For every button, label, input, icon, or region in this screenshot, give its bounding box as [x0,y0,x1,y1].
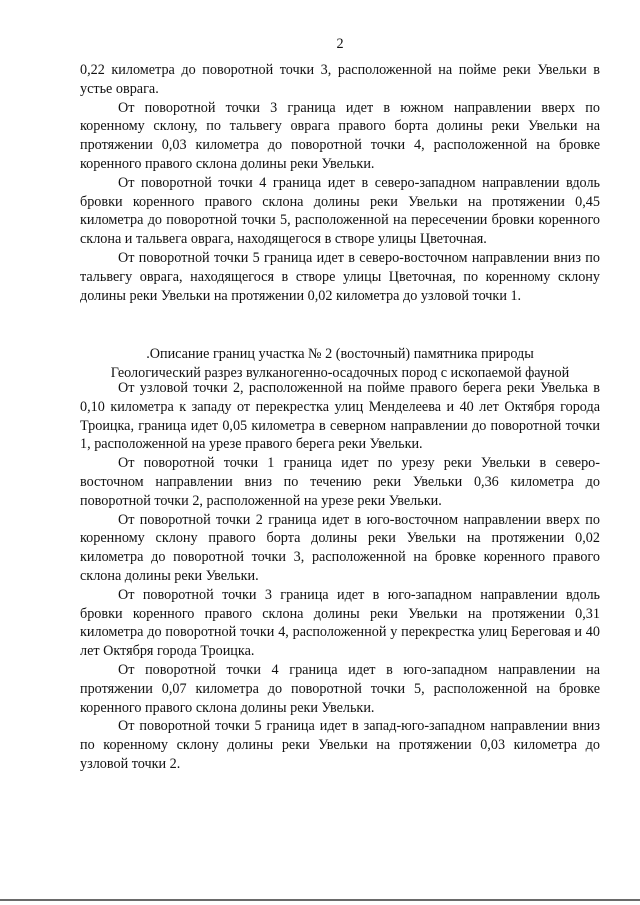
paragraph: От поворотной точки 2 граница идет в юго-восточном направлении вверх по коренному склону правого борта долины реки Увельки на протяжении 0,02 километра до поворотной точки 3, расположенной на бровке коренного правого склона долины реки Увельки. [80,511,600,584]
section-heading-line: Геологический разрез вулканогенно-осадочных пород с ископаемой фауной [110,364,570,381]
paragraph: От поворотной точки 3 граница идет в южном направлении вверх по коренному склону, по тальвегу оврага правого борта долины реки Увельки на протяжении 0,03 километра до поворотной точки 4, расположенной на бровке коренного правого склона долины реки Увельки. [80,99,600,172]
paragraph: 0,22 километра до поворотной точки 3, расположенной на пойме реки Увельки в устье оврага. [80,62,600,97]
boundary-description-top [80,61,600,305]
paragraph: От поворотной точки 3 граница идет в юго-западном направлении вдоль бровки коренного правого склона долины реки Увельки на протяжении 0,31 километра до поворотной точки 4, расположенной у перекрестка улиц Береговая и 40 лет Октября города Троицка. [80,586,600,660]
paragraph: От поворотной точки 5 граница идет в северо-восточном направлении вниз по тальвегу оврага, находящегося в створе улицы Цветочная, по коренному склону долины реки Увельки на протяжении 0,02 километра до узловой точки 1. [80,249,600,304]
section-heading [80,345,600,383]
paragraph: От поворотной точки 4 граница идет в юго-западном направлении на протяжении 0,07 километра до поворотной точки 5, расположенной на бровке коренного правого склона долины реки Увельки. [80,661,600,716]
boundary-description-bottom [80,379,600,774]
section-heading-line: .Описание границ участка № 2 (восточный) памятника природы [146,346,534,362]
paragraph: От узловой точки 2, расположенной на пойме правого берега реки Увелька в 0,10 километра к западу от перекрестка улиц Менделеева и 40 лет Октября города Троицка, граница идет 0,05 километра в северном направлении до поворотной точки 1, расположенной на урезе правого берега реки Увельки. [80,380,600,453]
document-page [80,0,600,905]
page-number: 2 [336,36,344,52]
page-bottom-edge [0,899,640,901]
paragraph: От поворотной точки 5 граница идет в запад-юго-западном направлении вниз по коренному склону долины реки Увельки на протяжении 0,03 километра до узловой точки 2. [80,718,600,772]
paragraph: От поворотной точки 4 граница идет в северо-западном направлении вдоль бровки коренного правого склона долины реки Увельки на протяжении 0,45 километра до поворотной точки 5, расположенной на пересечении бровки коренного склона и тальвега оврага, находящегося в створе улицы Цветочная. [80,174,600,248]
paragraph: От поворотной точки 1 граница идет по урезу реки Увельки в северо-восточном направлении вниз по течению реки Увельки 0,36 километра до поворотной точки 2, расположенной на урезе реки Увельки. [80,455,600,509]
